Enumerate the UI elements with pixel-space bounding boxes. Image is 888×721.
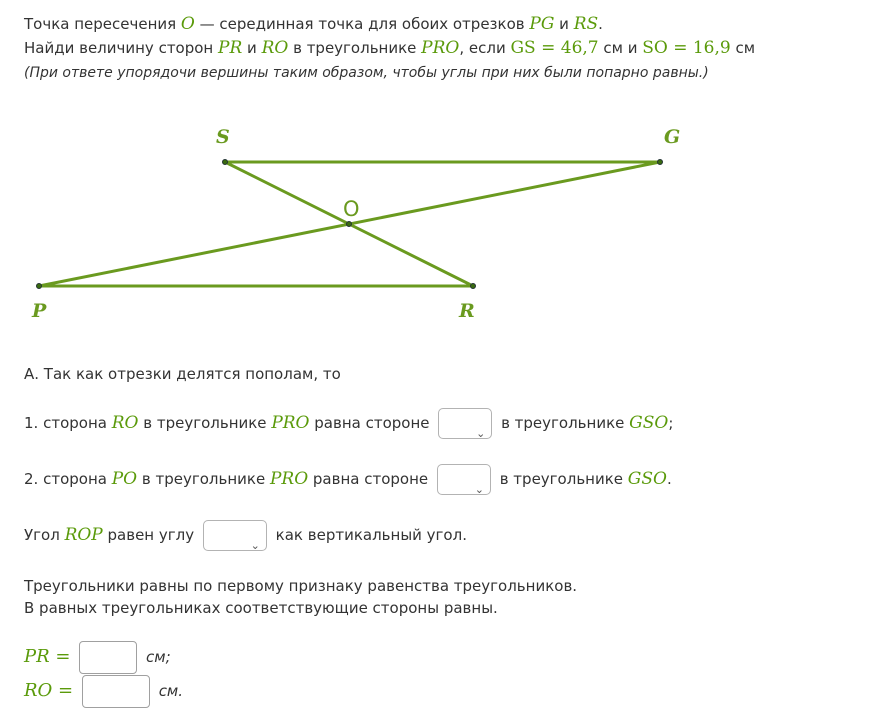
math-RS: RS (573, 14, 599, 34)
text: 2. сторона (24, 470, 112, 488)
label-R: R (459, 300, 475, 322)
point-R (471, 284, 476, 289)
answer-ro-label: RO = (24, 680, 74, 701)
math-ROP: ROP (64, 525, 103, 545)
math-GSO: GSO (629, 413, 669, 433)
math-RO: RO (111, 413, 139, 433)
text: как вертикальный угол. (275, 526, 467, 544)
text: ; (668, 414, 674, 432)
step-a-text: А. Так как отрезки делятся пополам, то (24, 365, 341, 383)
chevron-down-icon: ⌄ (250, 539, 260, 552)
answer-pr-label: PR = (24, 646, 71, 667)
text: в треугольнике (137, 470, 270, 488)
side-select-2[interactable] (437, 464, 491, 495)
math-PRO: PRO (269, 469, 309, 489)
statement-2 (24, 462, 672, 496)
geometry-diagram (0, 110, 888, 350)
math-O: O (180, 14, 195, 34)
text: равна стороне (309, 414, 430, 432)
math-GSO: GSO (627, 469, 667, 489)
math-RO: RO (261, 38, 289, 58)
answer-pr-input[interactable] (79, 641, 137, 674)
point-S (223, 160, 228, 165)
text: 1. сторона (24, 414, 112, 432)
label-G: G (664, 126, 681, 148)
text: в треугольнике (501, 414, 630, 432)
text: см (730, 39, 756, 57)
text: равен углу (102, 526, 195, 544)
text: в треугольнике (499, 470, 628, 488)
math-PRO: PRO (271, 413, 310, 433)
math-PR: PR (218, 38, 243, 58)
statement-1 (24, 406, 673, 440)
chevron-down-icon: ⌄ (476, 427, 486, 440)
point-O (347, 222, 352, 227)
text: в треугольнике (138, 414, 272, 432)
answer-ro-input[interactable] (82, 675, 150, 708)
math-PRO: PRO (421, 38, 460, 58)
side-select-1[interactable] (438, 408, 492, 439)
text: и (242, 39, 262, 57)
point-G (658, 160, 663, 165)
math-SO: SO = 16,9 (642, 38, 731, 58)
answer-ro-unit: см. (158, 682, 184, 700)
label-S: S (216, 126, 230, 148)
conclusion-line-1: Треугольники равны по первому признаку равенства треугольников. (24, 577, 578, 595)
text: Точка пересечения (24, 15, 181, 33)
answer-pr-row (24, 640, 171, 674)
problem-line-1 (24, 14, 603, 34)
text: Угол (24, 526, 65, 544)
text: . (666, 470, 672, 488)
text: — серединная точка для обоих отрезков (194, 15, 530, 33)
problem-line-2 (24, 38, 755, 58)
math-GS: GS = 46,7 (510, 38, 599, 58)
chevron-down-icon: ⌄ (474, 483, 484, 496)
text: Найди величину сторон (24, 39, 219, 57)
label-P: P (32, 300, 47, 322)
math-PG: PG (529, 14, 555, 34)
angle-statement (24, 518, 467, 552)
text: и (554, 15, 574, 33)
point-P (37, 284, 42, 289)
answer-pr-unit: см; (146, 648, 171, 666)
answer-ro-row (24, 674, 183, 708)
text: равна стороне (308, 470, 429, 488)
text: в треугольнике (288, 39, 422, 57)
label-O: O (343, 197, 360, 221)
text: , если (459, 39, 511, 57)
text: . (598, 15, 603, 33)
math-PO: PO (111, 469, 138, 489)
angle-select[interactable] (203, 520, 267, 551)
problem-note: (При ответе упорядочи вершины таким образом, чтобы углы при них были попарно равны.) (24, 65, 709, 81)
text: см и (598, 39, 643, 57)
conclusion-line-2: В равных треугольниках соответствующие стороны равны. (24, 599, 498, 617)
